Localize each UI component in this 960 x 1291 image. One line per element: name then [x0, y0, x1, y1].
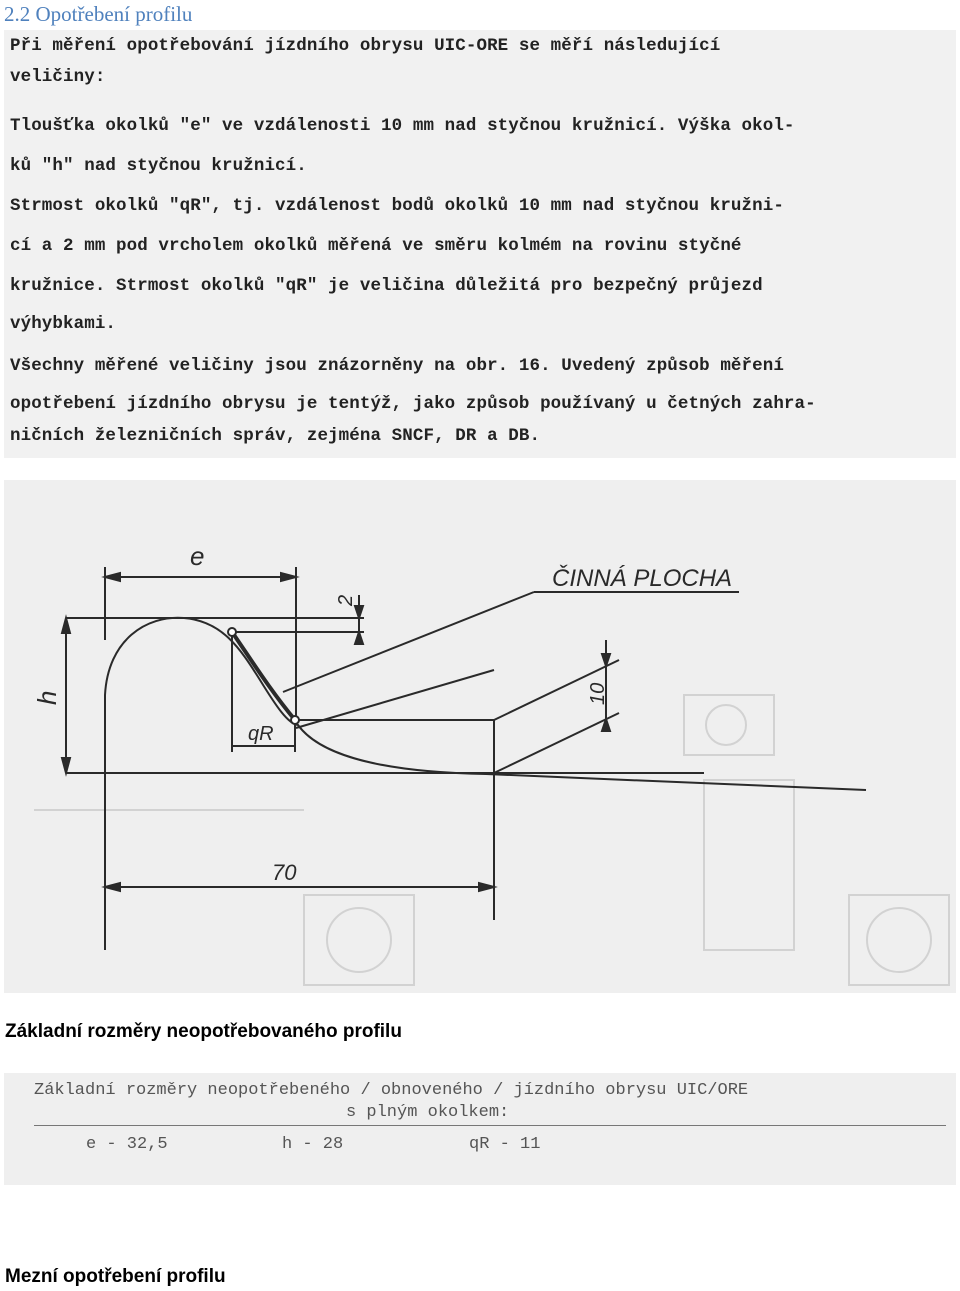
scan-line: opotřebení jízdního obrysu je tentýž, jako způsob používaný u četných zahra- [10, 394, 816, 414]
scan-line: Strmost okolků "qR", tj. vzdálenost bodů okolků 10 mm nad styčnou kružni- [10, 196, 784, 216]
table-subtitle: s plným okolkem: [346, 1103, 510, 1122]
measurement-point-top [228, 628, 236, 636]
active-surface-segment [232, 632, 295, 720]
drawing-lines [62, 567, 866, 950]
scan-line: výhybkami. [10, 314, 117, 334]
table-rule [34, 1125, 946, 1126]
flange-profile-drawing [4, 480, 956, 993]
label-h: h [32, 690, 62, 705]
scan-line: veličiny: [10, 67, 106, 87]
measurement-point-bottom [291, 716, 299, 724]
scan-line: cí a 2 mm pod vrcholem okolků měřená ve směru kolmém na rovinu styčné [10, 236, 742, 256]
label-2: 2 [335, 594, 357, 606]
dimension-table-scan [4, 1073, 956, 1185]
flange-profile-curve [105, 618, 866, 940]
label-qr: qR [248, 723, 274, 745]
value-e: e - 32,5 [86, 1135, 168, 1154]
label-active-surface: ČINNÁ PLOCHA [552, 565, 733, 592]
label-70: 70 [272, 860, 297, 885]
scanned-text-block [4, 30, 956, 458]
label-e: e [190, 541, 205, 571]
caption-basic-dimensions: Základní rozměry neopotřebovaného profilu [5, 1021, 402, 1042]
scan-line: kružnice. Strmost okolků "qR" je veličina důležitá pro bezpečný průjezd [10, 276, 763, 296]
caption-limit-wear: Mezní opotřebení profilu [5, 1266, 226, 1287]
scan-line: ků "h" nad styčnou kružnicí. [10, 156, 307, 176]
label-10: 10 [587, 682, 609, 705]
value-h: h - 28 [282, 1135, 344, 1154]
scan-line: Tloušťka okolků "e" ve vzdálenosti 10 mm nad styčnou kružnicí. Výška okol- [10, 116, 795, 136]
scan-line: Při měření opotřebování jízdního obrysu UIC-ORE se měří následující [10, 36, 721, 56]
scan-line: ničních železničních správ, zejména SNCF, DR a DB. [10, 426, 541, 446]
flange-profile-figure [4, 480, 956, 993]
value-qr: qR - 11 [469, 1135, 541, 1154]
scan-ghosting [34, 695, 949, 985]
table-title: Základní rozměry neopotřebeného / obnoveného / jízdního obrysu UIC/ORE [34, 1081, 749, 1100]
scan-line: Všechny měřené veličiny jsou znázorněny na obr. 16. Uvedený způsob měření [10, 356, 784, 376]
section-heading: 2.2 Opotřebení profilu [4, 2, 193, 26]
